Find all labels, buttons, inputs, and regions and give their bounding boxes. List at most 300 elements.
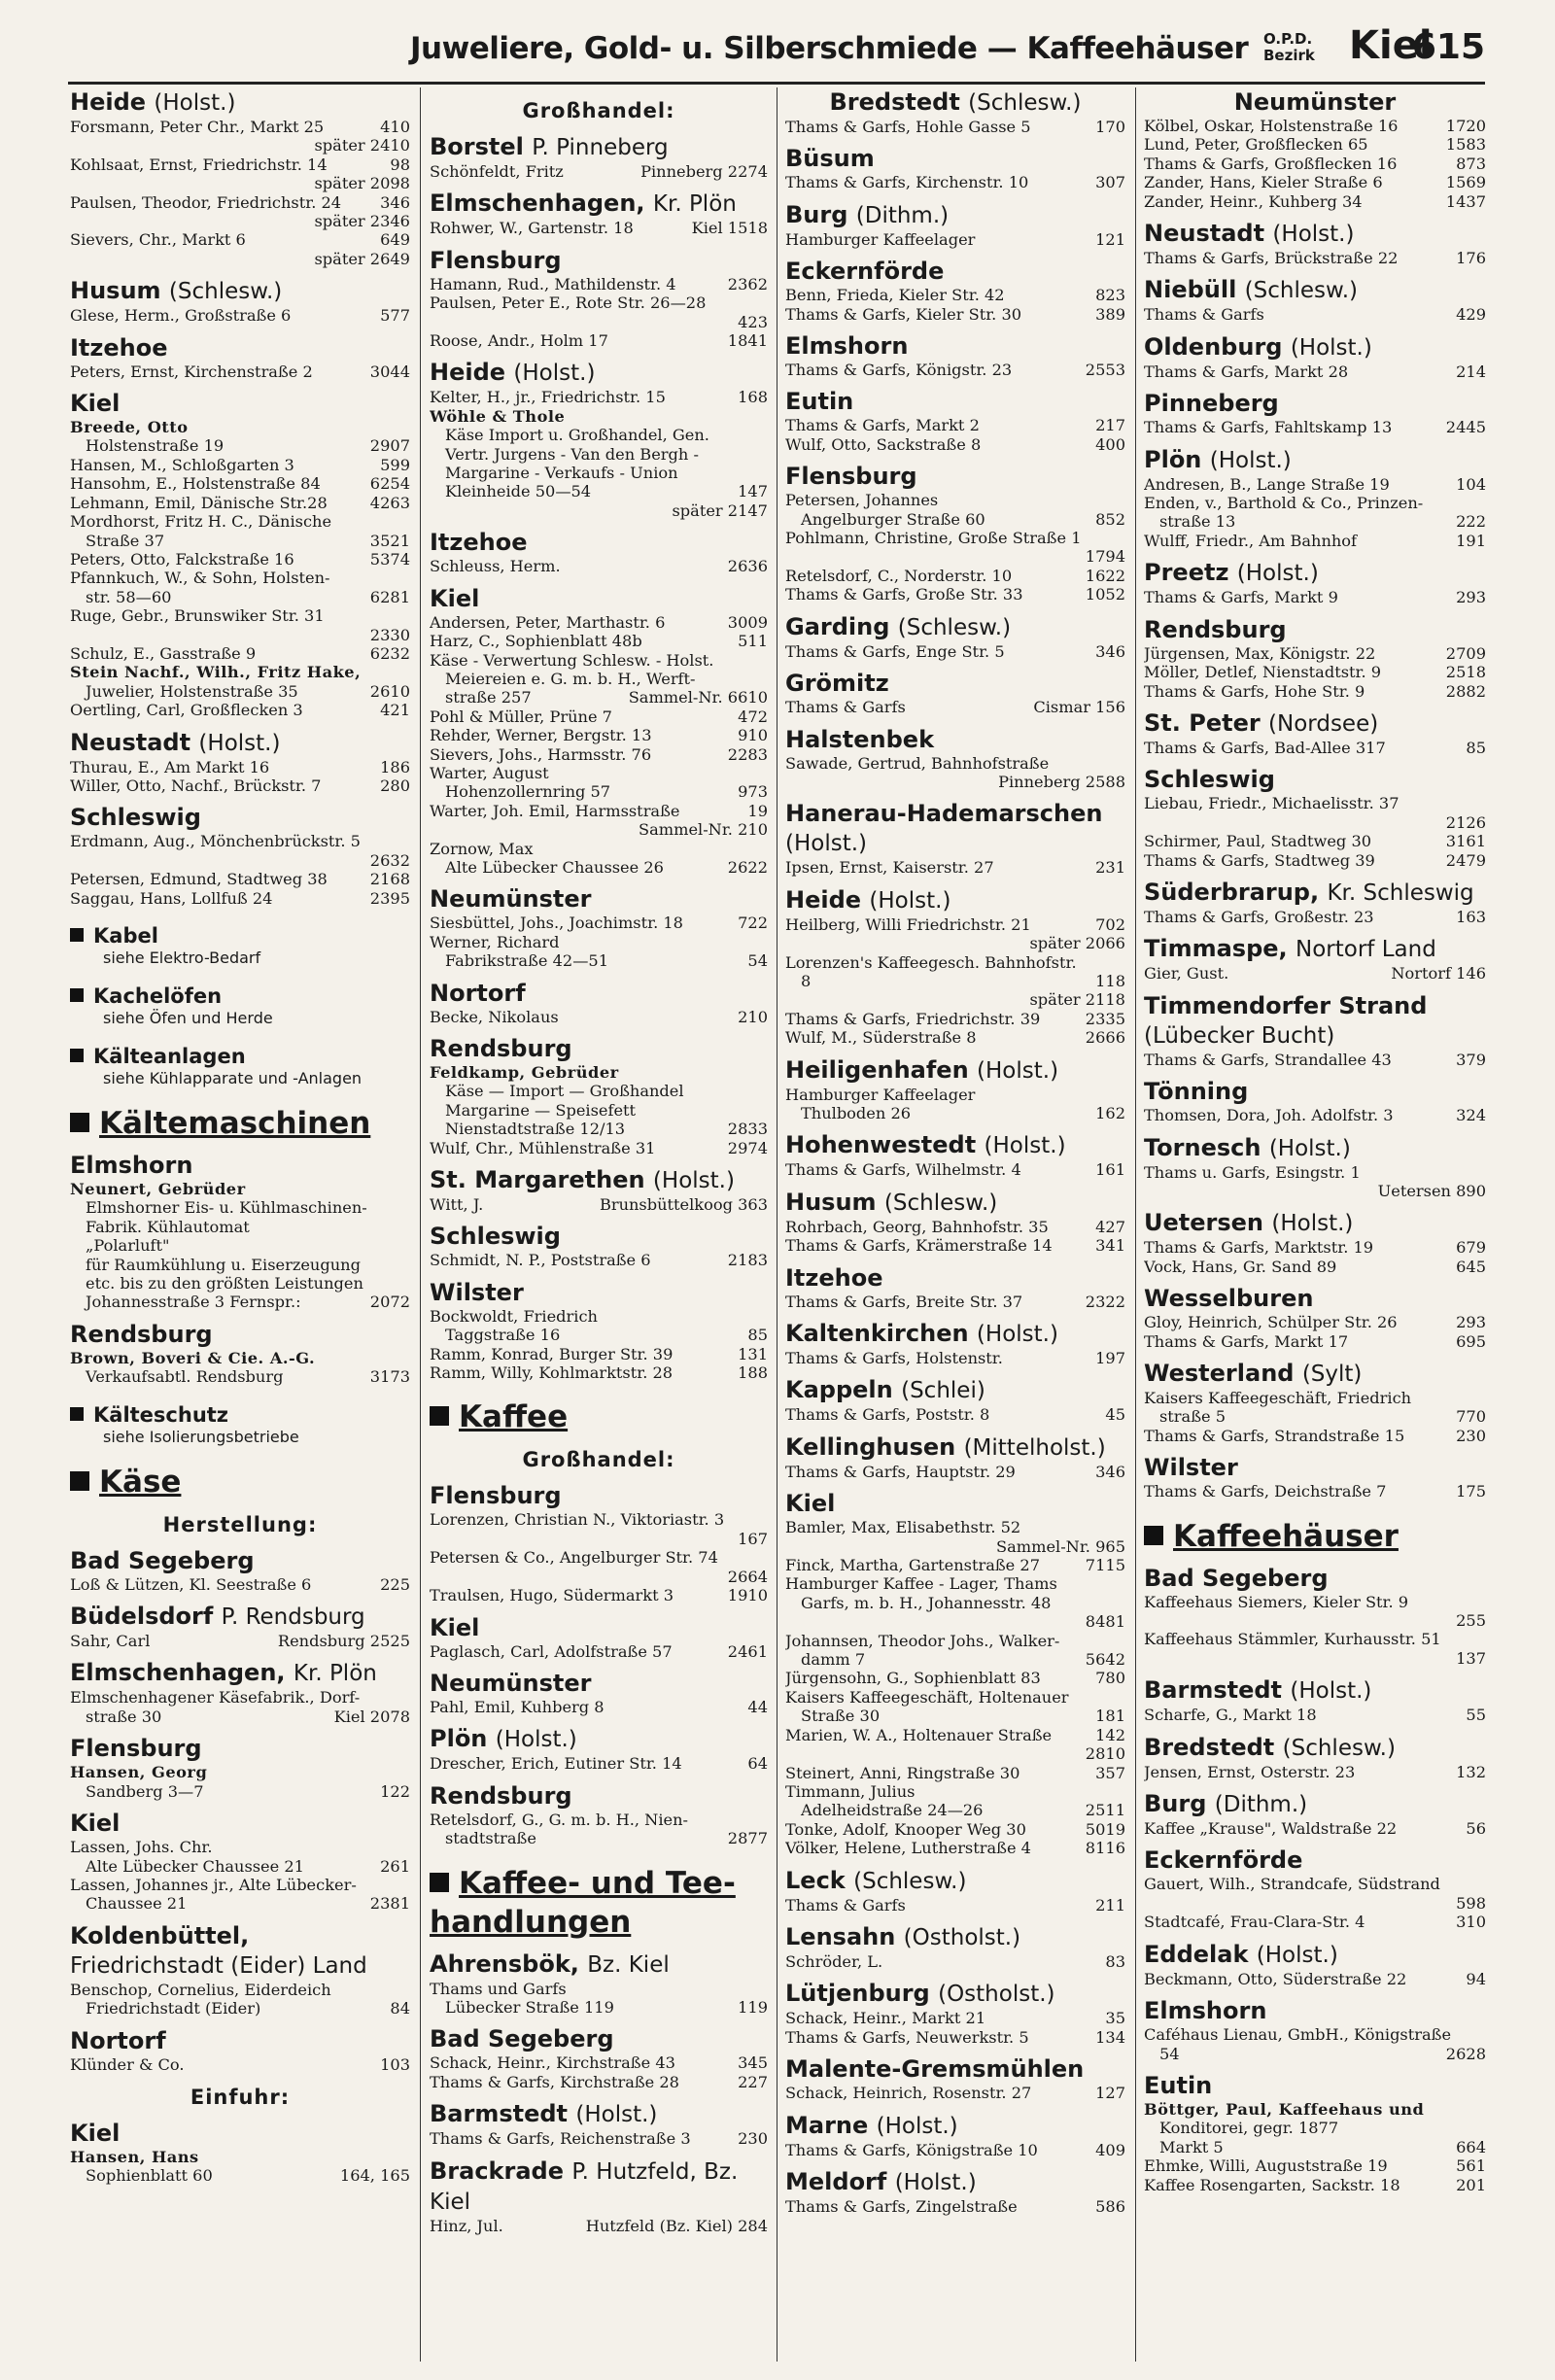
- listing-name: Lübecker Straße 119: [445, 1997, 614, 2017]
- listing-name: Thams & Garfs, Hohle Gasse 5: [785, 118, 1031, 136]
- listing-phone: Kiel 2078: [333, 1707, 410, 1726]
- listing-entry: [1144, 2045, 1486, 2063]
- category-heading: [430, 1864, 768, 1942]
- place-heading: [430, 1613, 768, 1642]
- place-heading: [1144, 1733, 1486, 1763]
- listing-phone: 176: [1456, 249, 1486, 268]
- listing-entry: [430, 1811, 768, 1829]
- listing-entry: [70, 118, 410, 136]
- listing-phone: 85: [1466, 738, 1486, 757]
- listing-name: Rohwer, W., Gartenstr. 18: [430, 219, 634, 238]
- listing-phone: Brunsbüttelkoog 363: [599, 1195, 768, 1215]
- square-bullet-icon: [70, 1471, 89, 1491]
- listing-phone: 83: [1105, 1951, 1125, 1971]
- listing-entry: [430, 1998, 768, 2017]
- listing-entry: [1144, 418, 1486, 436]
- place-name: Garding: [785, 612, 890, 640]
- place-qualifier: (Holst.): [894, 2169, 977, 2195]
- listing-name: Petersen, Johannes: [785, 491, 939, 510]
- listing-phone: 2395: [369, 888, 410, 908]
- listing-phone: 2461: [727, 1641, 768, 1661]
- place-heading: [785, 1866, 1125, 1896]
- place-qualifier: (Dithm.): [1214, 1792, 1308, 1818]
- listing-entry: [70, 550, 410, 569]
- listing-name: Thams & Garfs, Hohe Str. 9: [1144, 681, 1365, 701]
- place-heading: [430, 1781, 768, 1811]
- listing-phone: 56: [1466, 1819, 1486, 1839]
- listing-entry: [430, 1363, 768, 1382]
- place-heading: [1144, 445, 1486, 475]
- listing-name: Möller, Detlef, Nienstadtstr. 9: [1144, 663, 1382, 682]
- place-name: Ahrensbök,: [430, 1949, 579, 1978]
- place-heading: [430, 979, 768, 1008]
- place-qualifier: Friedrichstadt (Eider) Land: [70, 1952, 367, 1979]
- listing-phone: 1910: [727, 1586, 768, 1605]
- listing-entry: [1144, 362, 1486, 381]
- place-qualifier: (Holst.): [1209, 447, 1292, 473]
- listing-name: straße 13: [1159, 512, 1236, 532]
- listing-phone: 3521: [369, 531, 410, 550]
- place-name: Heide: [70, 88, 147, 116]
- listing-entry: [70, 1894, 410, 1913]
- listing-phone: 98: [390, 155, 410, 174]
- listing-entry: [785, 1764, 1125, 1782]
- place-heading: [70, 1320, 410, 1349]
- place-heading: [785, 1319, 1125, 1349]
- listing-phone: 227: [738, 2072, 768, 2091]
- listing-phone: 409: [1095, 2140, 1125, 2159]
- listing-name: Thams & Garfs, Stadtweg 39: [1144, 850, 1375, 870]
- listing-phone: 3009: [727, 612, 768, 632]
- listing-entry: [430, 1101, 768, 1120]
- place-name: Heiligenhafen: [785, 1055, 969, 1084]
- place-qualifier: (Holst.): [1256, 1942, 1338, 1968]
- listing-entry: [1144, 1970, 1486, 1988]
- place-heading: [785, 885, 1125, 915]
- listing-entry: [1144, 2025, 1486, 2044]
- place-heading: [430, 1669, 768, 1698]
- listing-phone: 261: [380, 1856, 410, 1876]
- featured-listing-name: Neunert, Gebrüder: [70, 1180, 246, 1198]
- place-qualifier: (Holst.): [1236, 561, 1319, 587]
- listing-name: Andersen, Peter, Marthastr. 6: [430, 612, 666, 632]
- listing-name: Wulf, Otto, Sackstraße 8: [785, 434, 982, 454]
- listing-name: Hansen, M., Schloßgarten 3: [70, 455, 294, 474]
- place-name: Neustadt: [1144, 220, 1265, 248]
- listing-entry: [430, 219, 768, 237]
- place-name: Schleswig: [430, 1223, 561, 1251]
- listing-entry: [430, 2217, 768, 2235]
- category-title: Kaffee- und Tee-handlungen: [430, 1865, 736, 1940]
- place-heading: [70, 1921, 410, 1981]
- cross-reference: siehe Öfen und Herde: [103, 1009, 273, 1027]
- place-name: Marne: [785, 2111, 869, 2139]
- listing-entry: [430, 557, 768, 575]
- listing-name: Margarine — Speisefett: [445, 1100, 637, 1120]
- place-name: Eckernförde: [785, 258, 945, 286]
- listing-name: Rohrbach, Georg, Bahnhofstr. 35: [785, 1217, 1049, 1236]
- listing-name: Forsmann, Peter Chr., Markt 25: [70, 118, 325, 136]
- listing-entry: [785, 1688, 1125, 1707]
- category-title: Kaffee: [459, 1399, 569, 1435]
- listing-name: Willer, Otto, Nachf., Brückstr. 7: [70, 776, 322, 795]
- listing-name: Thams & Garfs, Bad-Allee 317: [1144, 738, 1386, 757]
- listing-phone: 19: [747, 801, 768, 820]
- listing-continuation: Uetersen 890: [1377, 1181, 1486, 1200]
- listing-name: Fabrik. Kühlautomat: [86, 1217, 250, 1236]
- listing-phone: 410: [380, 118, 410, 136]
- listing-phone: 222: [1456, 512, 1486, 532]
- listing-entry: [1144, 739, 1486, 757]
- listing-entry: [785, 2141, 1125, 2159]
- category-heading: [70, 983, 410, 1009]
- listing-name: Thams und Garfs: [430, 1979, 567, 1998]
- listing-name: Rehder, Werner, Bergstr. 13: [430, 726, 652, 745]
- listing-entry: [430, 1345, 768, 1363]
- listing-name: straße 30: [86, 1707, 162, 1726]
- listing-entry: [785, 305, 1125, 324]
- listing-entry: [785, 1782, 1125, 1801]
- listing-phone: 104: [1456, 474, 1486, 494]
- listing-entry: [1144, 964, 1486, 983]
- opd-label: O.P.D.: [1263, 30, 1313, 48]
- category-title: Kältemaschinen: [99, 1106, 371, 1141]
- place-name: Kaltenkirchen: [785, 1320, 969, 1347]
- listing-entry: [785, 2028, 1125, 2047]
- listing-phone: 702: [1095, 914, 1125, 934]
- listing-name: Pohl & Müller, Prüne 7: [430, 707, 612, 726]
- listing-entry: [785, 1349, 1125, 1367]
- listing-name: Wulf, Chr., Mühlenstraße 31: [430, 1138, 656, 1157]
- listing-phone: 1841: [727, 331, 768, 351]
- place-qualifier: (Lübecker Bucht): [1144, 1022, 1335, 1049]
- place-heading: [1144, 1675, 1486, 1706]
- listing-name: Friedrichstadt (Eider): [86, 1999, 261, 2018]
- place-name: Borstel: [430, 133, 524, 160]
- listing-name: Lassen, Johannes jr., Alte Lübecker-: [70, 1875, 357, 1894]
- listing-name: Kaisers Kaffeegeschäft, Friedrich: [1144, 1389, 1412, 1407]
- place-heading: [70, 1658, 410, 1688]
- listing-phone: 346: [380, 192, 410, 212]
- listing-entry: [785, 972, 1125, 990]
- listing-name: Thams & Garfs, Friedrichstr. 39: [785, 1009, 1041, 1028]
- listing-entry: [1144, 192, 1486, 211]
- listing-continuation: Sammel-Nr. 210: [639, 820, 768, 840]
- listing-entry: [70, 1575, 410, 1594]
- listing-name: Thams & Garfs: [1144, 305, 1264, 325]
- place-name: Kiel: [70, 1810, 121, 1838]
- listing-entry: [1144, 1427, 1486, 1445]
- listing-phone: 4263: [369, 493, 410, 512]
- listing-name: Siesbüttel, Johs., Joachimstr. 18: [430, 914, 683, 933]
- subsection-heading: Großhandel:: [522, 99, 675, 122]
- listing-phone: 94: [1466, 1969, 1486, 1988]
- place-heading: [785, 1375, 1125, 1405]
- listing-entry: [785, 1293, 1125, 1311]
- listing-name: Becke, Nikolaus: [430, 1007, 559, 1026]
- listing-entry: [430, 651, 768, 670]
- place-name: Heide: [785, 885, 862, 914]
- place-qualifier: P. Rendsburg: [221, 1604, 365, 1631]
- column-1: [70, 87, 410, 2362]
- listing-name: Hamburger Kaffeelager: [785, 1085, 976, 1104]
- place-heading: [1144, 1077, 1486, 1106]
- place-heading: [1144, 389, 1486, 418]
- listing-entry: [70, 474, 410, 493]
- listing-name: Zornow, Max: [430, 839, 534, 858]
- listing-phone: 3173: [369, 1367, 410, 1387]
- listing-entry: [70, 889, 410, 908]
- category-title: Kabel: [93, 924, 158, 948]
- place-heading: [70, 1151, 410, 1180]
- listing-entry: [1144, 663, 1486, 681]
- listing-continuation: später 2066: [1029, 934, 1125, 953]
- category-title: Käse: [99, 1464, 182, 1500]
- place-qualifier: Nortorf Land: [1296, 937, 1436, 963]
- listing-name: Sophienblatt 60: [86, 2166, 213, 2186]
- listing-name: Thulboden 26: [801, 1103, 912, 1122]
- listing-entry: [1144, 2176, 1486, 2194]
- listing-phone: 188: [738, 1363, 768, 1383]
- listing-phone: 421: [380, 701, 410, 720]
- listing-continuation: später 2098: [314, 174, 410, 193]
- place-heading: [785, 200, 1125, 230]
- listing-entry: [70, 1782, 410, 1801]
- place-heading: [70, 1809, 410, 1838]
- listing-entry: [430, 1510, 768, 1529]
- listing-entry: [430, 670, 768, 688]
- listing-phone: 293: [1456, 1313, 1486, 1332]
- listing-name: Thomsen, Dora, Joh. Adolfstr. 3: [1144, 1106, 1394, 1125]
- listing-entry: [70, 230, 410, 249]
- place-qualifier: Kr. Plön: [293, 1661, 377, 1687]
- listing-name: Marien, W. A., Holtenauer Straße: [785, 1725, 1053, 1744]
- listing-name: damm 7: [801, 1650, 866, 1670]
- listing-name: Drescher, Erich, Eutiner Str. 14: [430, 1754, 682, 1774]
- listing-phone: 511: [738, 632, 768, 651]
- listing-name: Kölbel, Oskar, Holstenstraße 16: [1144, 117, 1399, 135]
- listing-phone: 163: [1456, 907, 1486, 926]
- featured-listing-name: Wöhle & Thole: [430, 406, 566, 426]
- listing-entry: [430, 1251, 768, 1269]
- listing-entry: [70, 2055, 410, 2074]
- listing-phone: 695: [1456, 1331, 1486, 1351]
- listing-name: Stein Nachf., Wilh., Fritz Hake,: [70, 663, 362, 682]
- listing-continuation: später 2118: [1029, 990, 1125, 1010]
- place-heading: [430, 2156, 768, 2217]
- listing-name: stadtstraße: [445, 1829, 536, 1848]
- subsection-heading: Herstellung:: [162, 1512, 318, 1536]
- listing-continuation: später 2346: [314, 212, 410, 231]
- listing-phone: 131: [738, 1344, 768, 1363]
- place-heading: [430, 358, 768, 388]
- listing-name: Thams & Garfs, Krämerstraße 14: [785, 1236, 1053, 1256]
- listing-phone: 168: [738, 388, 768, 407]
- listing-phone: 5642: [1085, 1650, 1125, 1670]
- place-name: Elmschenhagen,: [430, 190, 645, 218]
- listing-entry: [1144, 1819, 1486, 1838]
- listing-entry: [70, 1293, 410, 1311]
- listing-entry: [785, 286, 1125, 304]
- listing-entry: [70, 1999, 410, 2018]
- place-name: Wilster: [430, 1278, 524, 1306]
- listing-name: Markt 5: [1159, 2137, 1224, 2156]
- place-qualifier: (Schlesw.): [853, 1868, 967, 1894]
- place-heading: [1144, 765, 1486, 794]
- place-qualifier: (Holst.): [495, 1727, 577, 1753]
- listing-name: Scharfe, G., Markt 18: [1144, 1706, 1317, 1725]
- place-heading: [785, 1130, 1125, 1160]
- listing-entry: [430, 1307, 768, 1326]
- listing-entry: [70, 776, 410, 795]
- listing-continuation: später 2147: [672, 500, 768, 520]
- place-heading: [70, 276, 410, 306]
- listing-entry: [785, 491, 1125, 509]
- place-name: Elmshorn: [1144, 1997, 1267, 2025]
- listing-entry: [70, 362, 410, 381]
- listing-phone: 770: [1456, 1407, 1486, 1427]
- listing-entry: [785, 1463, 1125, 1481]
- listing-phone: 973: [738, 782, 768, 802]
- listing-continuation: 423: [738, 312, 768, 331]
- listing-entry: [1144, 475, 1486, 494]
- place-name: Barmstedt: [430, 2100, 569, 2128]
- place-heading: [785, 1979, 1125, 2009]
- listing-entry: [430, 1082, 768, 1100]
- place-name: Rendsburg: [430, 1781, 572, 1810]
- place-heading: [430, 1278, 768, 1307]
- listing-entry: [70, 832, 410, 850]
- place-heading: [430, 132, 768, 162]
- place-heading: [430, 884, 768, 914]
- listing-name: Straße 37: [86, 531, 165, 550]
- listing-phone: Nortorf 146: [1391, 964, 1486, 983]
- listing-phone: Hutzfeld (Bz. Kiel) 284: [585, 2216, 768, 2235]
- place-name: Brackrade: [430, 2156, 564, 2185]
- listing-entry: [1144, 2138, 1486, 2156]
- listing-continuation: 598: [1456, 1893, 1486, 1913]
- listing-name: Thams & Garfs, Marktstr. 19: [1144, 1238, 1374, 1258]
- place-name: Eutin: [785, 388, 854, 416]
- listing-name: Thams & Garfs: [785, 1895, 906, 1914]
- listing-entry: [430, 2053, 768, 2072]
- column-2: [430, 87, 768, 2362]
- listing-phone: 910: [738, 726, 768, 745]
- listing-phone: 147: [738, 482, 768, 501]
- listing-continuation: Pinneberg 2588: [998, 772, 1125, 791]
- listing-name: Caféhaus Lienau, GmbH., Königstraße: [1144, 2025, 1452, 2045]
- place-qualifier: (Holst.): [984, 1133, 1066, 1159]
- listing-phone: 310: [1456, 1913, 1486, 1932]
- listing-phone: 161: [1095, 1160, 1125, 1180]
- square-bullet-icon: [430, 1406, 449, 1426]
- place-heading: [785, 1263, 1125, 1293]
- column-divider: [1135, 87, 1136, 2362]
- listing-continuation: später 2649: [314, 249, 410, 268]
- listing-entry: [430, 802, 768, 820]
- place-heading: [430, 584, 768, 613]
- place-heading: [785, 331, 1125, 361]
- place-qualifier: (Holst.): [1290, 334, 1372, 361]
- listing-entry: [1144, 1763, 1486, 1781]
- place-name: Kiel: [70, 2119, 121, 2147]
- listing-entry: [70, 1198, 410, 1217]
- district-city: Kiel: [1349, 23, 1433, 68]
- listing-name: Kaffee „Krause", Waldstraße 22: [1144, 1819, 1398, 1839]
- listing-phone: 84: [390, 1999, 410, 2018]
- listing-continuation: 1794: [1085, 547, 1125, 567]
- listing-name: Kelter, H., jr., Friedrichstr. 15: [430, 388, 666, 407]
- listing-phone: 2877: [727, 1829, 768, 1848]
- listing-entry: [785, 1556, 1125, 1574]
- listing-phone: 389: [1095, 304, 1125, 324]
- listing-phone: 400: [1095, 434, 1125, 454]
- listing-name: Zander, Hans, Kieler Straße 6: [1144, 173, 1383, 192]
- listing-phone: 1622: [1085, 566, 1125, 585]
- listing-name: Heilberg, Willi Friedrichstr. 21: [785, 914, 1031, 934]
- category-title: Kälteanlagen: [93, 1045, 246, 1068]
- place-qualifier: (Mittelholst.): [963, 1434, 1106, 1461]
- place-heading: [430, 2024, 768, 2053]
- listing-name: Liebau, Friedr., Michaelisstr. 37: [1144, 794, 1400, 813]
- listing-entry: [785, 1086, 1125, 1104]
- listing-phone: 2974: [727, 1138, 768, 1157]
- listing-phone: 1583: [1445, 135, 1486, 155]
- place-name: Flensburg: [430, 1482, 562, 1510]
- listing-entry: [430, 782, 768, 801]
- place-heading: [1144, 332, 1486, 362]
- listing-name: Thams & Garfs, Kieler Str. 30: [785, 304, 1022, 324]
- listing-entry: [785, 567, 1125, 585]
- page-title: Juweliere, Gold- u. Silberschmiede — Kaffeehäuser: [410, 31, 1249, 66]
- listing-phone: 2072: [369, 1293, 410, 1312]
- place-heading: [785, 1055, 1125, 1086]
- place-heading: [1144, 991, 1486, 1051]
- place-name: Elmschenhagen,: [70, 1659, 286, 1687]
- place-name: Bad Segeberg: [430, 2025, 614, 2053]
- cross-reference: siehe Elektro-Bedarf: [103, 949, 261, 967]
- listing-entry: [1144, 1106, 1486, 1124]
- page-number: 615: [1411, 27, 1485, 67]
- listing-phone: 586: [1095, 2196, 1125, 2216]
- place-heading: [70, 87, 410, 118]
- listing-phone: 191: [1456, 531, 1486, 550]
- listing-entry: [430, 331, 768, 350]
- square-bullet-icon: [70, 1407, 84, 1421]
- listing-name: Jürgensohn, G., Sophienblatt 83: [785, 1669, 1041, 1688]
- listing-name: Enden, v., Barthold & Co., Prinzen-: [1144, 494, 1424, 513]
- listing-phone: 346: [1095, 1462, 1125, 1481]
- place-heading: [1144, 87, 1486, 117]
- listing-name: Gauert, Wilh., Strandcafe, Südstrand: [1144, 1875, 1440, 1894]
- place-qualifier: (Ostholst.): [903, 1924, 1021, 1950]
- listing-name: Steinert, Anni, Ringstraße 30: [785, 1763, 1020, 1782]
- listing-phone: 55: [1466, 1706, 1486, 1725]
- listing-name: str. 58—60: [86, 587, 172, 606]
- listing-entry: [1144, 851, 1486, 870]
- listing-phone: 427: [1095, 1217, 1125, 1236]
- listing-entry: [430, 1980, 768, 1998]
- listing-name: Bamler, Max, Elisabethstr. 52: [785, 1518, 1021, 1537]
- place-name: Timmendorfer Strand: [1144, 991, 1428, 1019]
- listing-entry: [1144, 682, 1486, 701]
- listing-phone: 2362: [727, 274, 768, 293]
- place-name: Neumünster: [430, 1669, 592, 1697]
- listing-name: Thams & Garfs, Zingelstraße: [785, 2196, 1018, 2216]
- listing-entry: [70, 193, 410, 212]
- listing-phone: Pinneberg 2274: [640, 162, 768, 181]
- place-name: Uetersen: [1144, 1209, 1263, 1237]
